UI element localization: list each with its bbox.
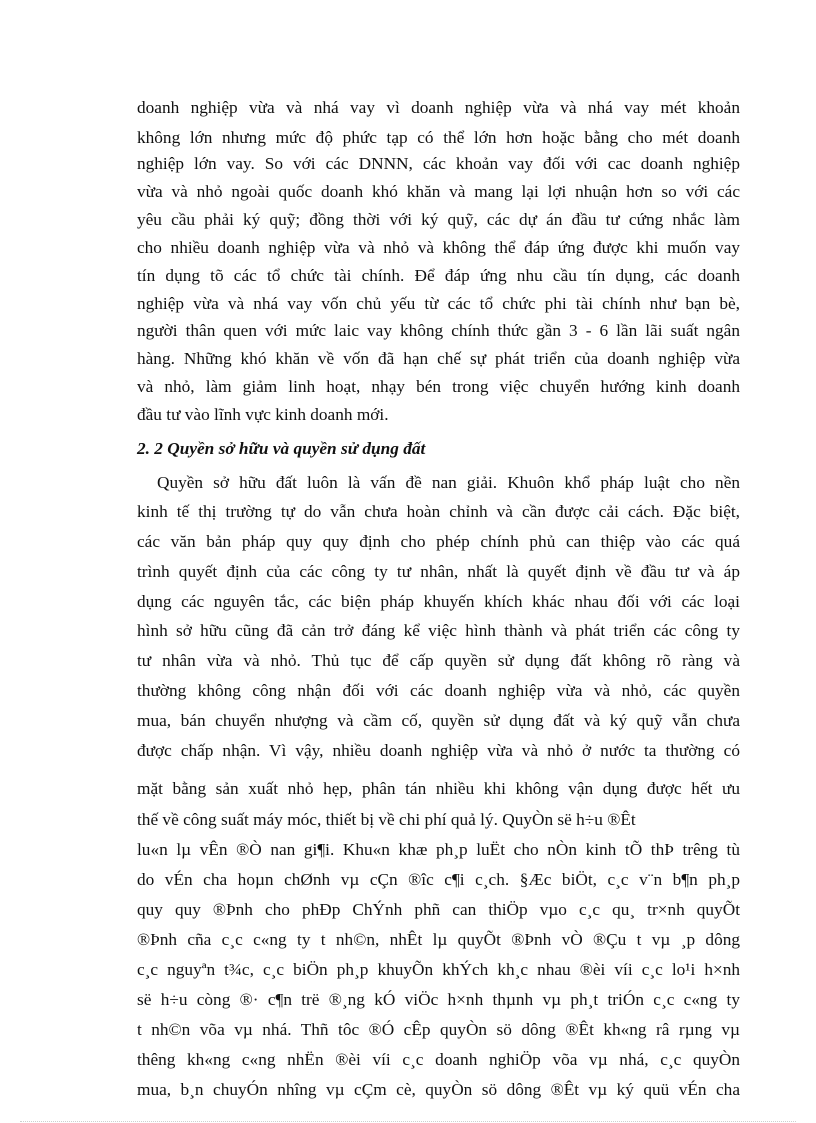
paragraph-3-line: mua, b¸n chuyÓn nhîng vµ cÇm cè, quyÒn sö dông ®Êt vµ ký quü vÉn cha bbox=[137, 1080, 740, 1099]
paragraph-3-line: do vÉn cha hoµn chØnh vµ cÇn ®îc c¶i c¸ch. §Æc biÖt, c¸c v¨n b¶n ph¸p bbox=[137, 870, 740, 889]
paragraph-1-line: doanh nghiệp vừa và nhá vay vì doanh nghiệp vừa và nhá vay mét khoản bbox=[137, 98, 740, 117]
paragraph-1-line: nghiệp vừa và nhá vay vốn chủ yếu từ các tổ chức phi tài chính như bạn bè, bbox=[137, 294, 740, 313]
paragraph-1-line: hàng. Những khó khăn về vốn đã hạn chế sự phát triển của doanh nghiệp vừa bbox=[137, 349, 740, 368]
paragraph-3-line: mặt bằng sản xuất nhỏ hẹp, phân tán nhiều khi không vận dụng được hết ưu bbox=[137, 779, 740, 798]
paragraph-1-line: tín dụng tõ các tổ chức tài chính. Để đáp ứng nhu cầu tín dụng, các doanh bbox=[137, 266, 740, 285]
paragraph-2-line: dụng các nguyên tắc, các biện pháp khuyến khích khác nhau đối với các loại bbox=[137, 592, 740, 611]
paragraph-1-line: và nhỏ, làm giảm linh hoạt, nhạy bén trong việc chuyển hướng kinh doanh bbox=[137, 377, 740, 396]
paragraph-2-line: hình sở hữu cũng đã cản trở đáng kể việc hình thành và phát triển các công ty bbox=[137, 621, 740, 640]
paragraph-2-line: các văn bản pháp quy quy định cho phép chính phủ can thiệp vào các quá bbox=[137, 532, 740, 551]
paragraph-3-line: thêng kh«ng c«ng nhËn ®èi víi c¸c doanh nghiÖp võa vµ nhá, c¸c quyÒn bbox=[137, 1050, 740, 1069]
paragraph-2-line: tư nhân vừa và nhỏ. Thủ tục để cấp quyền sử dụng đất không rõ ràng và bbox=[137, 651, 740, 670]
page-bottom-rule bbox=[20, 1121, 796, 1122]
paragraph-2-line: trình quyết định của các công ty tư nhân, nhất là quyết định về đầu tư và áp bbox=[137, 562, 740, 581]
paragraph-3-line: thế về công suất máy móc, thiết bị về chi phí quả lý. QuyÒn së h÷u ®Êt bbox=[137, 810, 636, 829]
paragraph-3-line: t nh©n võa vµ nhá. Thñ tôc ®Ó cÊp quyÒn sö dông ®Êt kh«ng râ rµng vµ bbox=[137, 1020, 740, 1039]
paragraph-1-line: cho nhiều doanh nghiệp vừa và nhỏ và không thể đáp ứng được khi muốn vay bbox=[137, 238, 740, 257]
paragraph-1-line: nghiệp lớn vay. So với các DNNN, các khoản vay đối với cac doanh nghiệp bbox=[137, 154, 740, 173]
section-heading: 2. 2 Quyền sở hữu và quyền sử dụng đất bbox=[137, 439, 426, 458]
paragraph-3-line: c¸c nguyªn t¾c, c¸c biÖn ph¸p khuyÕn khÝch kh¸c nhau ®èi víi c¸c lo¹i h×nh bbox=[137, 960, 740, 979]
paragraph-3-line: quy quy ®Þnh cho phÐp ChÝnh phñ can thiÖp vµo c¸c qu¸ tr×nh quyÕt bbox=[137, 900, 740, 919]
paragraph-2-line: thường không công nhận đối với các doanh nghiệp vừa và nhỏ, các quyền bbox=[137, 681, 740, 700]
paragraph-2-line: Quyền sở hữu đất luôn là vấn đề nan giải. Khuôn khổ pháp luật cho nền bbox=[157, 473, 740, 492]
paragraph-1-line: đầu tư vào lĩnh vực kinh doanh mới. bbox=[137, 405, 389, 424]
paragraph-2-line: được chấp nhận. Vì vậy, nhiều doanh nghiệp vừa và nhỏ ở nước ta thường có bbox=[137, 741, 740, 760]
paragraph-3-line: ®Þnh cña c¸c c«ng ty t nh©n, nhÊt lµ quyÕt ®Þnh vÒ ®Çu t vµ ¸p dông bbox=[137, 930, 740, 949]
paragraph-2-line: mua, bán chuyển nhượng và cầm cố, quyền sử dụng đất và ký quỹ vẫn chưa bbox=[137, 711, 740, 730]
paragraph-1-line: người thân quen với mức laic vay không chính thức gần 3 - 6 lần lãi suất ngân bbox=[137, 321, 740, 340]
paragraph-2-line: kinh tế thị trường tự do vẫn chưa hoàn chỉnh và cần được cải cách. Đặc biệt, bbox=[137, 502, 740, 521]
paragraph-1-line: yêu cầu phải ký quỹ; đồng thời với ký quỹ, các dự án đầu tư cứng nhắc làm bbox=[137, 210, 740, 229]
paragraph-1-line: vừa và nhỏ ngoài quốc doanh khó khăn và mang lại lợi nhuận hơn so với các bbox=[137, 182, 740, 201]
paragraph-3-line: lu«n lµ vÊn ®Ò nan gi¶i. Khu«n khæ ph¸p luËt cho nÒn kinh tÕ thÞ trêng tù bbox=[137, 840, 740, 859]
paragraph-1-line: không lớn nhưng mức độ phức tạp có thể lớn hơn hoặc bằng cho mét doanh bbox=[137, 128, 740, 147]
paragraph-3-line: së h÷u còng ®· c¶n trë ®¸ng kÓ viÖc h×nh thµnh vµ ph¸t triÓn c¸c c«ng ty bbox=[137, 990, 740, 1009]
